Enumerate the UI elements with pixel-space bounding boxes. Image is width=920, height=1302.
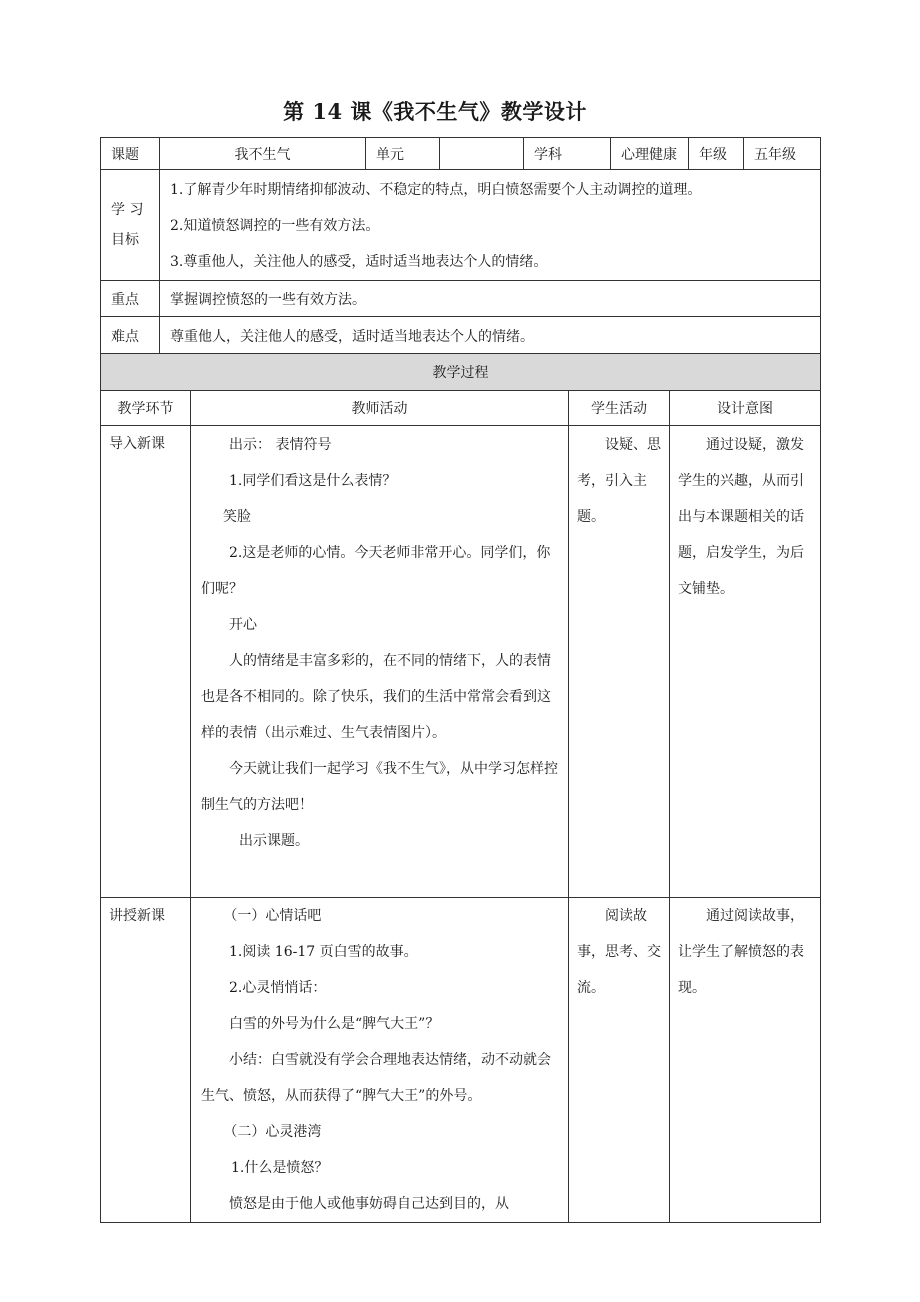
- goals-label: 学 习 目标: [101, 170, 160, 281]
- stage-cell: 讲授新课: [101, 898, 191, 1223]
- teacher-activity-cell: [191, 426, 569, 898]
- teacher-line: 开心: [229, 617, 257, 633]
- goal-item: 2.知道愤怒调控的一些有效方法。: [170, 218, 380, 234]
- column-header: 教学环节: [101, 391, 191, 426]
- topic-label: 课题: [101, 138, 160, 170]
- teacher-line: 今天就让我们一起学习《我不生气》，从中学习怎样控制生气的方法吧！: [201, 761, 558, 813]
- design-intent-cell: 通过阅读故事，让学生了解愤怒的表现。: [670, 898, 821, 1223]
- goal-item: 3.尊重他人，关注他人的感受，适时适当地表达个人的情绪。: [170, 254, 548, 270]
- teacher-line: 2.这是老师的心情。今天老师非常开心。同学们，你们呢？: [201, 545, 551, 597]
- key-label: 重点: [101, 281, 160, 317]
- goal-item: 1.了解青少年时期情绪抑郁波动、不稳定的特点，明白愤怒需要个人主动调控的道理。: [170, 182, 702, 198]
- teacher-line: 笑脸: [223, 509, 251, 525]
- difficulty-value: 尊重他人，关注他人的感受，适时适当地表达个人的情绪。: [160, 317, 821, 355]
- teacher-line: 1.阅读 16-17 页白雪的故事。: [229, 944, 418, 960]
- subject-value: 心理健康: [611, 138, 689, 170]
- key-value: 掌握调控愤怒的一些有效方法。: [160, 281, 821, 317]
- unit-label: 单元: [366, 138, 440, 170]
- teacher-line: 1.同学们看这是什么表情？: [229, 473, 397, 489]
- difficulty-label: 难点: [101, 317, 160, 355]
- topic-value: 我不生气: [160, 138, 366, 170]
- grade-label: 年级: [689, 138, 744, 170]
- unit-value: [440, 138, 524, 170]
- table-row: [101, 898, 821, 1223]
- process-header: 教学过程: [101, 354, 821, 391]
- teacher-line: 人的情绪是丰富多彩的，在不同的情绪下，人的表情也是各不相同的。除了快乐，我们的生活中常常会看到这样的表情（出示难过、生气表情图片）。: [201, 653, 551, 741]
- column-header: 学生活动: [569, 391, 670, 426]
- stage-cell: 导入新课: [101, 426, 191, 898]
- grade-value: 五年级: [744, 138, 821, 170]
- teacher-line: 愤怒是由于他人或他事妨碍自己达到目的，从: [229, 1196, 509, 1212]
- student-activity-cell: 阅读故事，思考、交流。: [569, 898, 670, 1223]
- teacher-line: 2.心灵悄悄话：: [229, 980, 327, 996]
- teacher-line: 1.什么是愤怒？: [231, 1160, 329, 1176]
- student-activity-cell: 设疑、思考，引入主题。: [569, 426, 670, 898]
- goals-cell: [160, 170, 821, 281]
- teacher-line: 白雪的外号为什么是“脾气大王”？: [229, 1016, 440, 1032]
- lesson-info-table: [100, 137, 821, 355]
- teacher-line: （二）心灵港湾: [223, 1124, 322, 1140]
- teacher-line: 出示课题。: [239, 833, 309, 849]
- subject-label: 学科: [524, 138, 611, 170]
- process-table: [100, 353, 821, 1223]
- teacher-activity-cell: [191, 898, 569, 1223]
- column-header: 设计意图: [670, 391, 821, 426]
- column-header: 教师活动: [191, 391, 569, 426]
- teacher-line: 小结：白雪就没有学会合理地表达情绪，动不动就会生气、愤怒，从而获得了“脾气大王”的外号。: [201, 1052, 551, 1104]
- design-intent-cell: 通过设疑，激发学生的兴趣，从而引出与本课题相关的话题，启发学生，为后文铺垫。: [670, 426, 821, 898]
- page-title: 第 14 课《我不生气》教学设计: [283, 99, 587, 124]
- teacher-line: 出示： 表情符号: [229, 437, 332, 453]
- table-row: [101, 426, 821, 898]
- teacher-line: （一）心情话吧: [223, 908, 322, 924]
